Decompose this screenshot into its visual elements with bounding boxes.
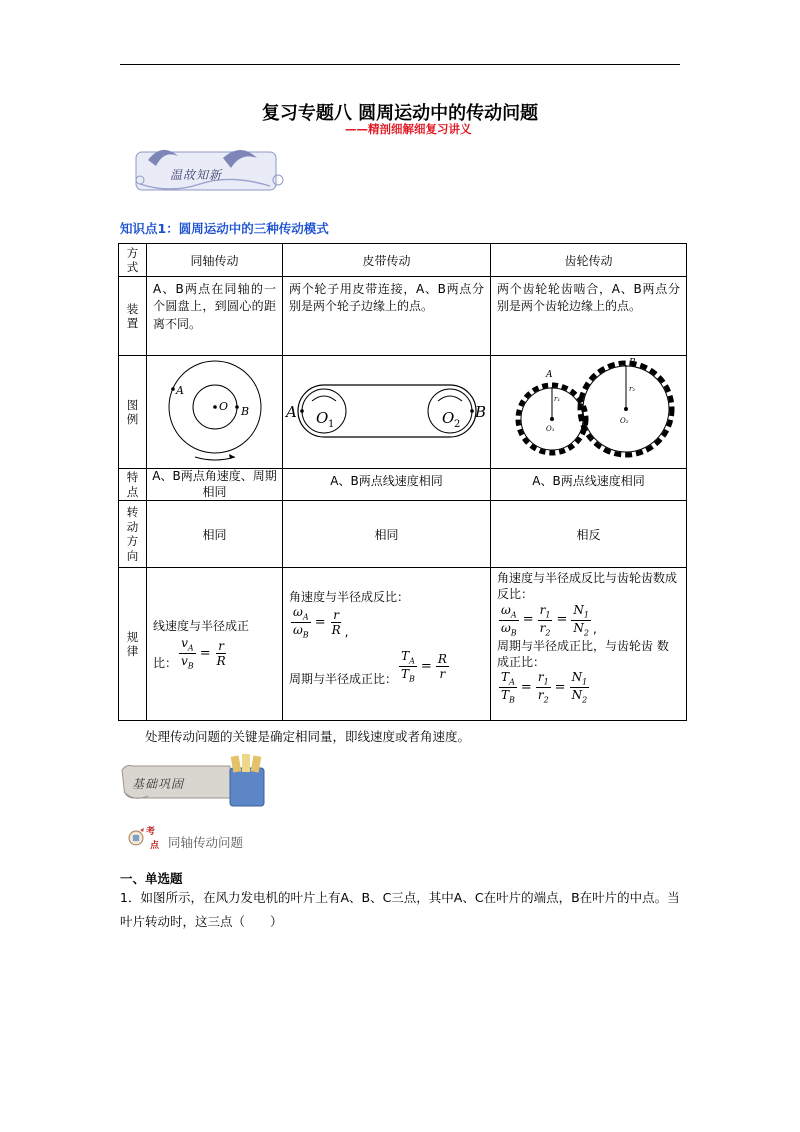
row-label-rule: 规 律 [119, 568, 147, 721]
basic-banner-text: 基础巩固 [132, 777, 185, 791]
table-row-rule [119, 568, 687, 721]
kaodian-badge [126, 822, 166, 852]
formula-T-ratio: $\frac{T_A}{T_B}$ [401, 649, 415, 684]
svg-text:2: 2 [453, 418, 460, 430]
feature-belt: A、B两点线速度相同 [283, 469, 491, 501]
table-row-figure [119, 356, 687, 469]
col-header-belt: 皮带传动 [283, 244, 491, 277]
rule-belt-text-2: 周期与半径成正比： [289, 672, 398, 687]
direction-coaxial: 相同 [147, 501, 283, 568]
formula-gear-T: $\frac{T_A}{T_B}$ [501, 669, 515, 705]
device-belt: 两个轮子用皮带连接，A、B两点分别是两个轮子边缘上的点。 [283, 277, 491, 356]
transmission-modes-table [118, 243, 687, 721]
svg-text:r₂: r₂ [628, 384, 635, 393]
figure-coaxial [147, 356, 283, 469]
page-title: 复习专题八 圆周运动中的传动问题 [261, 103, 539, 124]
svg-text:B: B [240, 404, 249, 418]
formula-gear-n1-n2: $\frac{N_1}{N_2}$ [571, 669, 588, 705]
row-label-device: 装 置 [119, 277, 147, 356]
device-gear: 两个齿轮轮齿啮合，A、B两点分别是两个齿轮边缘上的点。 [491, 277, 687, 356]
review-banner-text: 温故知新 [170, 168, 223, 182]
rule-gear-text-2: 周期与半径成正比，与齿轮齿 数成正比： [497, 638, 669, 669]
svg-text:O: O [315, 408, 328, 427]
svg-text:A: A [175, 383, 184, 397]
page-subtitle: ——精剖细解细复习讲义 [345, 122, 472, 136]
kaodian-topic: 同轴传动问题 [168, 835, 244, 850]
svg-text:O: O [218, 399, 228, 413]
knowledge-point-heading: 知识点1：圆周运动中的三种传动模式 [120, 221, 329, 236]
formula-gear-r2-r1: $\frac{r_1}{r_2}$ [539, 602, 551, 637]
formula-r-over-R: $\frac{r}{R}$ [331, 607, 341, 638]
table-row-device [119, 277, 687, 356]
rule-coaxial-text-2: 比： [153, 656, 178, 671]
row-label-direction: 转 动 方 向 [119, 501, 147, 568]
svg-text:A: A [285, 402, 297, 421]
svg-text:O: O [441, 408, 454, 427]
formula-gear-omega: $\frac{\omega_A}{\omega_B}$ [501, 602, 517, 637]
rule-belt-text-1: 角速度与半径成反比： [289, 590, 410, 605]
rule-belt: 角速度与半径成反比： $\frac{\omega_A}{\omega_B}$ = $\frac{r}{R}$ , 周期与半径成正比： $\frac{T_A}{T_B}$ = $\frac{R}{r}$ [283, 568, 491, 721]
svg-text:B: B [628, 357, 636, 368]
row-label-mode: 方 式 [119, 244, 147, 277]
direction-belt: 相同 [283, 501, 491, 568]
kaodian-label-2: 点 [150, 841, 160, 851]
formula-va-vb: $\frac{v_A}{v_B}$ [181, 636, 194, 671]
svg-text:r₁: r₁ [553, 394, 560, 403]
review-banner [128, 140, 288, 200]
rule-coaxial-text-1: 线速度与半径成正 [153, 619, 250, 634]
rule-coaxial: 线速度与半径成正 比： $\frac{v_A}{v_B}$ = $\frac{r}{R}$ [147, 568, 283, 721]
col-header-coaxial: 同轴传动 [147, 244, 283, 277]
rule-gear: 角速度与半径成反比与齿轮齿数成反比： $\frac{\omega_A}{\omega_B}$ = $\frac{r_1}{r_2}$ = $\frac{N_1}{N_2}$ , 周期与半径成正比，与齿轮齿 数成正比： $\frac{T_A}{T_B}$ = $\frac{r_1}{r_2}$ = $\frac{N_1}{N_2}$ [491, 568, 687, 721]
svg-text:1: 1 [327, 418, 334, 430]
feature-gear: A、B两点线速度相同 [491, 469, 687, 501]
table-row-direction [119, 501, 687, 568]
direction-gear: 相反 [491, 501, 687, 568]
key-note: 处理传动问题的关键是确定相同量，即线速度或者角速度。 [145, 729, 471, 744]
device-coaxial: A、B两点在同轴的一个圆盘上，到圆心的距离不同。 [147, 277, 283, 356]
feature-coaxial: A、B两点角速度、周期相同 [147, 469, 283, 501]
section-heading: 一、单选题 [120, 871, 183, 886]
col-header-gear: 齿轮传动 [491, 244, 687, 277]
figure-gear [491, 356, 687, 469]
formula-gear-n2-n1: $\frac{N_1}{N_2}$ [573, 602, 589, 637]
formula-omega-ratio: $\frac{\omega_A}{\omega_B}$ [293, 605, 309, 640]
formula-gear-r1-r2: $\frac{r_1}{r_2}$ [537, 669, 549, 705]
row-label-figure: 图 例 [119, 356, 147, 469]
formula-R-over-r: $\frac{R}{r}$ [437, 651, 447, 682]
table-row-header [119, 244, 687, 277]
formula-r-R: $\frac{r}{R}$ [216, 638, 226, 669]
svg-text:A: A [545, 369, 552, 380]
rule-gear-text-1: 角速度与半径成反比与齿轮齿数成反比： [497, 571, 678, 602]
row-label-feature: 特 点 [119, 469, 147, 501]
kaodian-label-1: 考 [146, 827, 156, 837]
svg-text:B: B [474, 402, 486, 421]
top-rule [120, 64, 680, 65]
table-row-feature [119, 469, 687, 501]
figure-belt [283, 356, 491, 469]
question-1: 1．如图所示，在风力发电机的叶片上有A、B、C三点，其中A、C在叶片的端点，B在叶片的中点。当叶片转动时，这三点（ ） [120, 890, 680, 929]
basic-banner [118, 750, 278, 810]
svg-text:O₂: O₂ [619, 416, 629, 425]
svg-text:O₁: O₁ [545, 424, 555, 433]
